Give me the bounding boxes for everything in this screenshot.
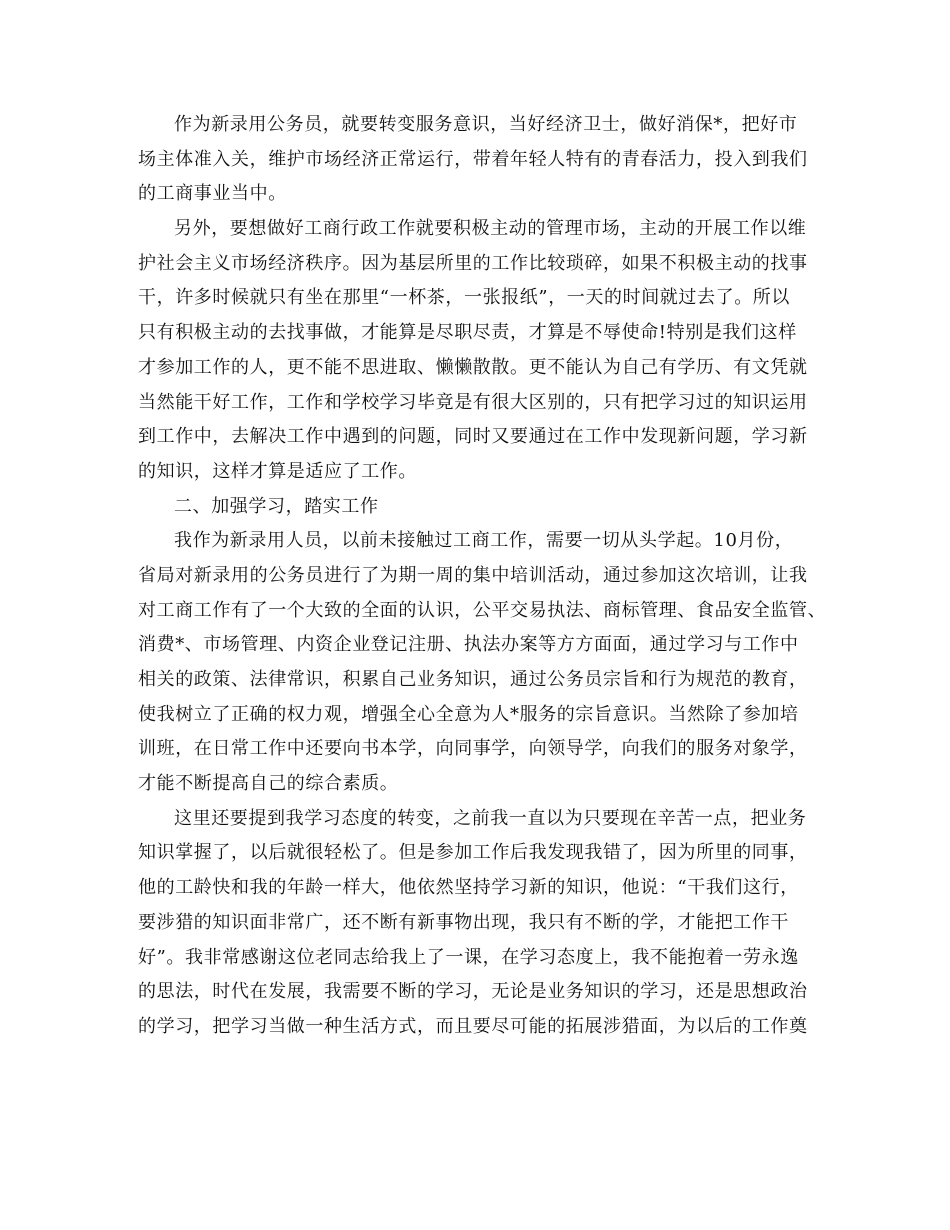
text-line: 我作为新录用人员，以前未接触过工商工作，需要一切从头学起。10月份， <box>174 530 794 552</box>
text-line: 好”。我非常感谢这位老同志给我上了一课，在学习态度上，我不能抱着一劳永逸 <box>138 946 799 968</box>
text-line: 要涉猎的知识面非常广，还不断有新事物出现，我只有不断的学，才能把工作干 <box>138 911 789 933</box>
text-line: 当然能干好工作，工作和学校学习毕竟是有很大区别的，只有把学习过的知识运用 <box>138 391 808 413</box>
document-body <box>138 108 828 1045</box>
text-line: 护社会主义市场经济秩序。因为基层所里的工作比较琐碎，如果不积极主动的找事 <box>138 252 808 274</box>
text-line: 到工作中，去解决工作中遇到的问题，同时又要通过在工作中发现新问题，学习新 <box>138 426 808 448</box>
text-line: 对工商工作有了一个大致的全面的认识，公平交易执法、商标管理、食品安全监管、 <box>138 599 827 621</box>
text-line: 知识掌握了，以后就很轻松了。但是参加工作后我发现我错了，因为所里的同事， <box>138 842 808 864</box>
text-line: 只有积极主动的去找事做，才能算是尽职尽责，才算是不辱使命!特别是我们这样 <box>138 322 797 344</box>
text-line: 使我树立了正确的权力观，增强全心全意为人*服务的宗旨意识。当然除了参加培 <box>138 703 799 725</box>
text-line: 干，许多时候就只有坐在那里“一杯茶，一张报纸”，一天的时间就过去了。所以 <box>138 287 791 309</box>
text-line: 才能不断提高自己的综合素质。 <box>138 773 399 795</box>
text-line: 训班，在日常工作中还要向书本学，向同事学，向领导学，向我们的服务对象学， <box>138 738 808 760</box>
section-heading: 二、加强学习，踏实工作 <box>174 495 379 517</box>
text-line: 的知识，这样才算是适应了工作。 <box>138 460 417 482</box>
text-line: 的工商事业当中。 <box>138 183 287 205</box>
text-line: 相关的政策、法律常识，积累自己业务知识，通过公务员宗旨和行为规范的教育， <box>138 669 808 690</box>
text-line: 作为新录用公务员，就要转变服务意识，当好经济卫士，做好消保*，把好市 <box>174 114 798 135</box>
text-line: 才参加工作的人，更不能不思进取、懒懒散散。更不能认为自己有学历、有文凭就 <box>138 356 808 378</box>
text-line: 的学习，把学习当做一种生活方式，而且要尽可能的拓展涉猎面，为以后的工作奠 <box>138 1015 808 1037</box>
text-line: 的思法，时代在发展，我需要不断的学习，无论是业务知识的学习，还是思想政治 <box>138 981 808 1003</box>
text-line: 场主体准入关，维护市场经济正常运行，带着年轻人特有的青春活力，投入到我们 <box>138 148 808 170</box>
text-line: 这里还要提到我学习态度的转变，之前我一直以为只要现在辛苦一点，把业务 <box>174 807 807 829</box>
text-line: 他的工龄快和我的年龄一样大，他依然坚持学习新的知识，他说：“干我们这行， <box>138 877 799 899</box>
text-line: 另外，要想做好工商行政工作就要积极主动的管理市场，主动的开展工作以维 <box>174 218 807 240</box>
text-line: 消费*、市场管理、内资企业登记注册、执法办案等方方面面，通过学习与工作中 <box>138 634 799 656</box>
text-line: 省局对新录用的公务员进行了为期一周的集中培训活动，通过参加这次培训，让我 <box>138 564 808 586</box>
